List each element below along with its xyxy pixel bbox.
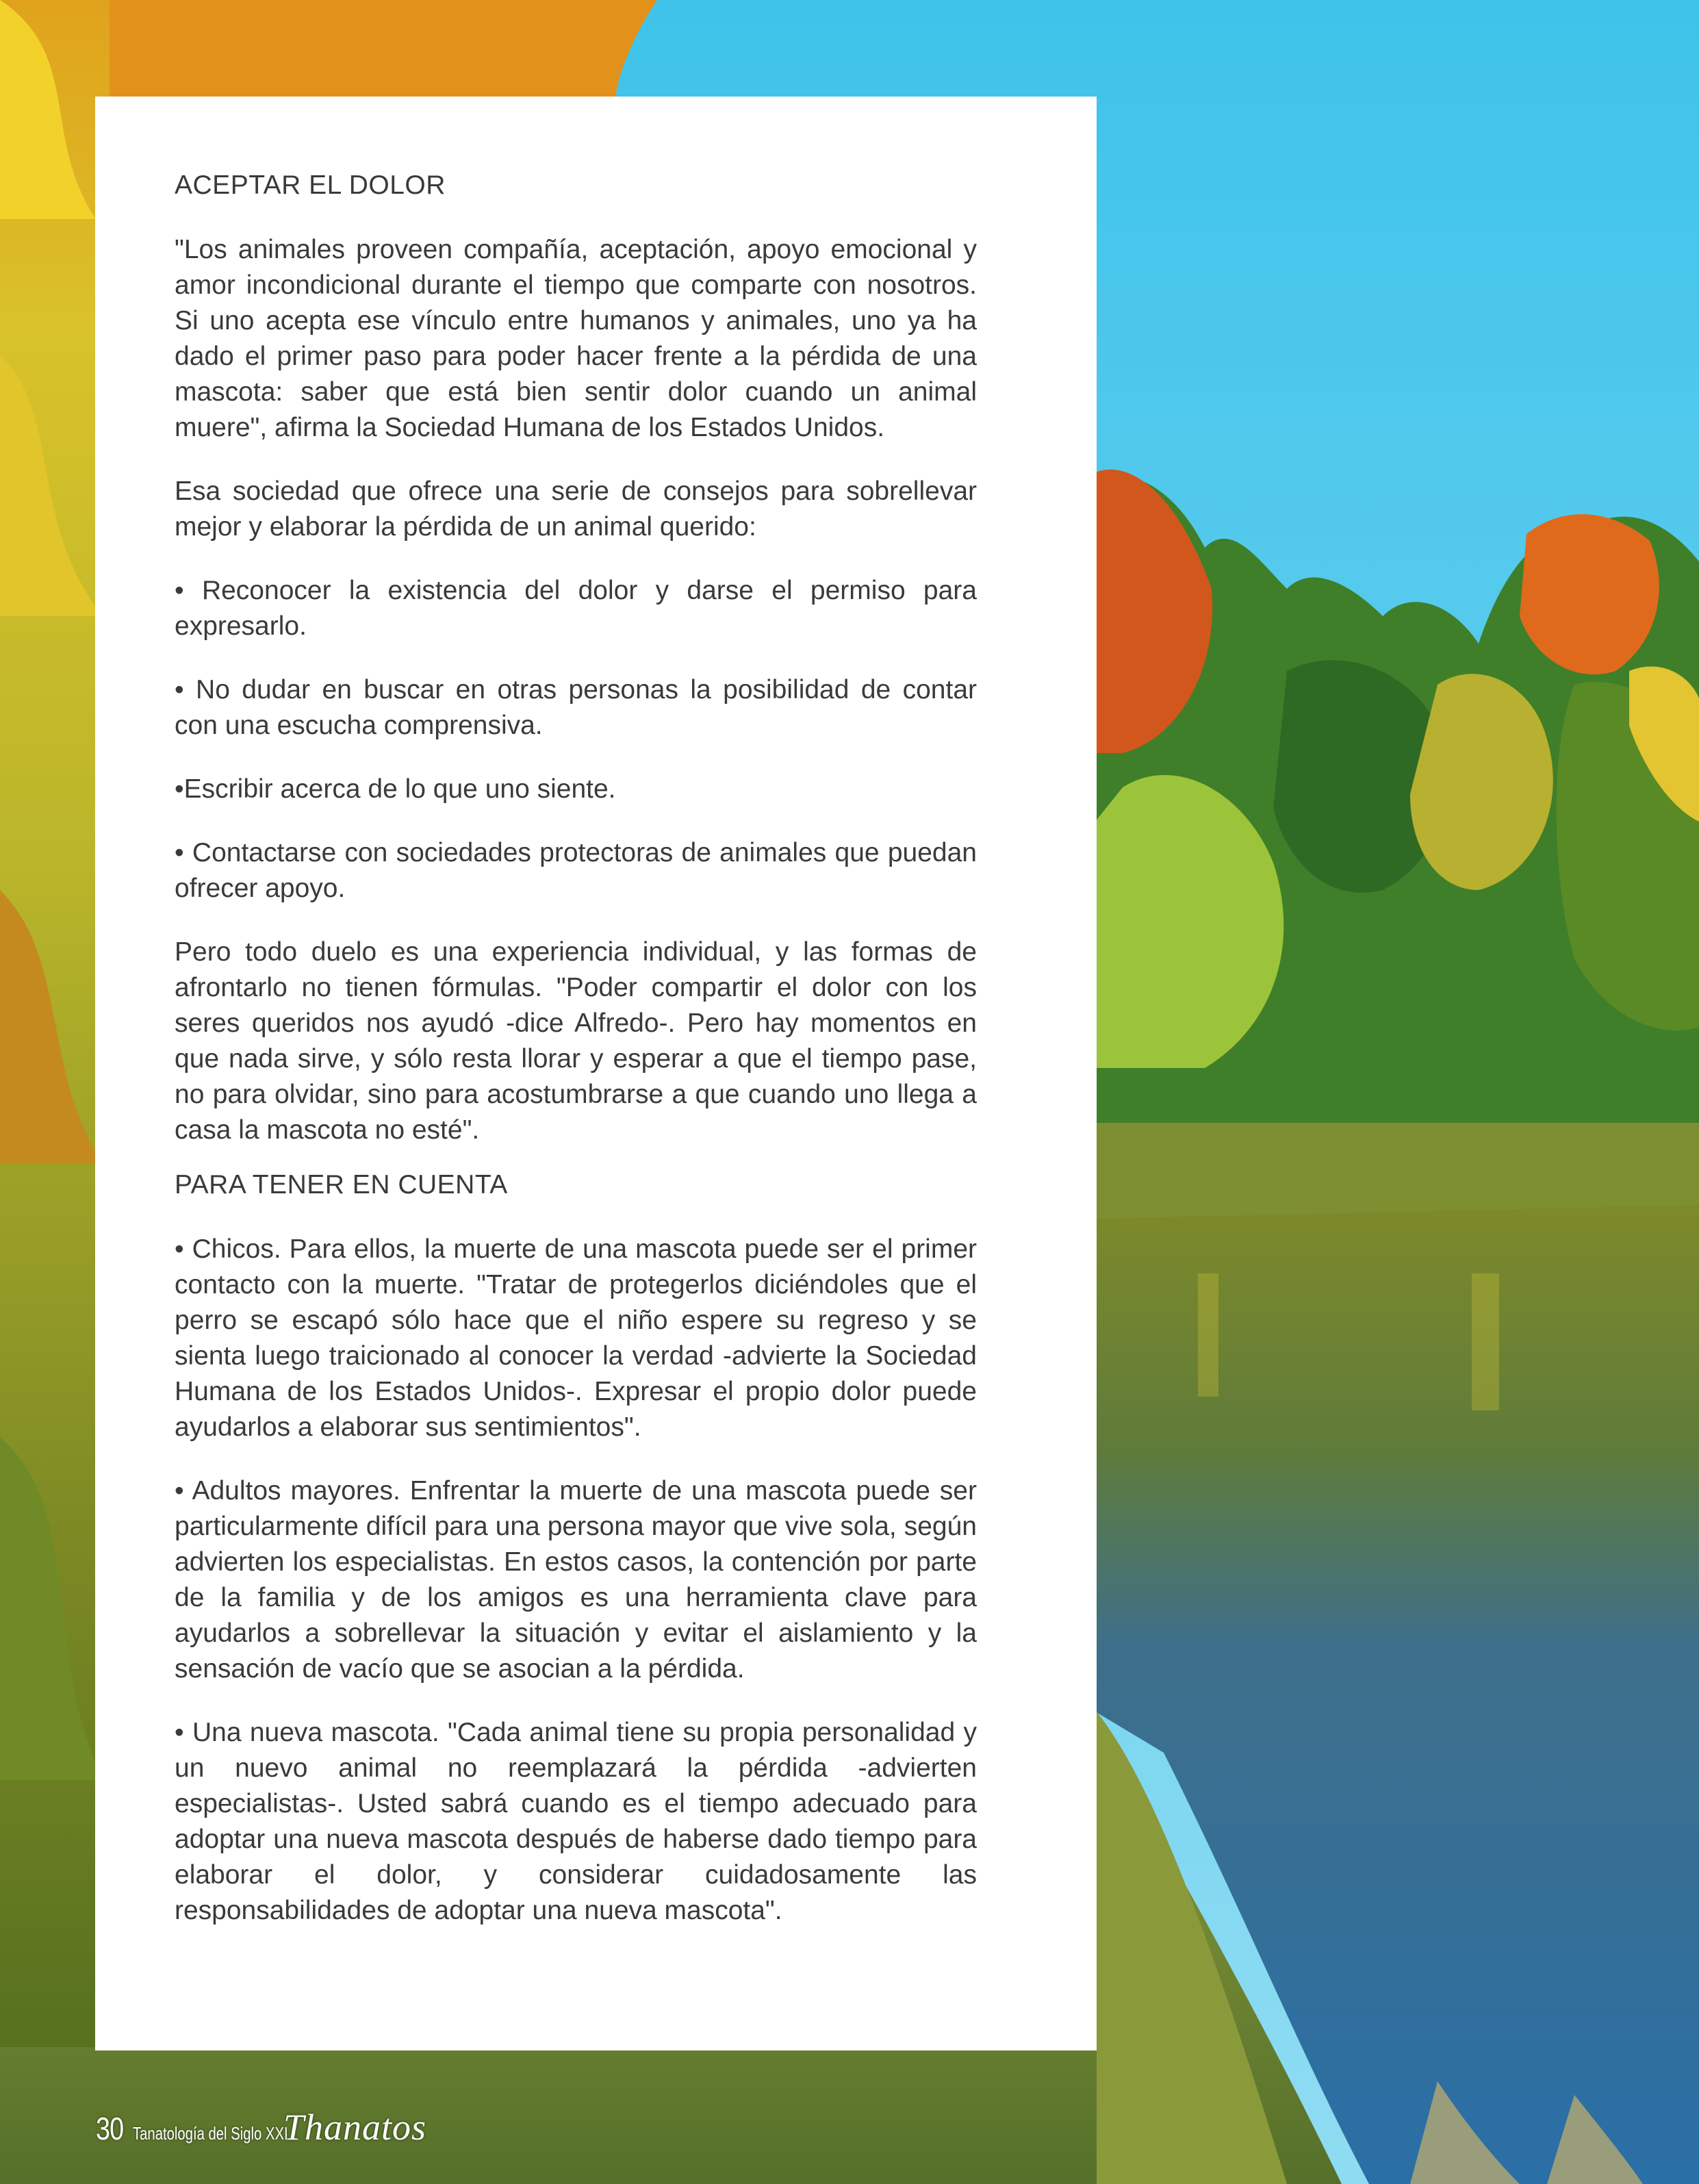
page-footer bbox=[96, 2106, 426, 2147]
page-number: 30 bbox=[96, 2111, 124, 2146]
article-content bbox=[175, 168, 977, 1957]
bullet-item: • Reconocer la existencia del dolor y darse el permiso para expresarlo. bbox=[175, 576, 977, 641]
paragraph: Esa sociedad que ofrece una serie de consejos para sobrellevar mejor y elaborar la pérdida de un animal querido: bbox=[175, 477, 977, 542]
bullet-item: • No dudar en buscar en otras personas la posibilidad de contar con una escucha comprensiva. bbox=[175, 675, 977, 740]
bullet-item: •Escribir acerca de lo que uno siente. bbox=[175, 774, 616, 804]
magazine-subtitle: Tanatología del Siglo XXI bbox=[133, 2123, 288, 2144]
section-heading-aceptar: ACEPTAR EL DOLOR bbox=[175, 170, 446, 200]
article-panel bbox=[95, 97, 1097, 2050]
bullet-item: • Contactarse con sociedades protectoras de animales que puedan ofrecer apoyo. bbox=[175, 838, 977, 903]
bullet-item: • Chicos. Para ellos, la muerte de una mascota puede ser el primer contacto con la muerte. "Tratar de protegerlos diciéndoles que el perro se escapó sólo hace que el niño espere su regreso y se sienta luego traicionado al conocer la verdad -advierte la Sociedad Humana de los Estados Unidos-. Expresar el propio dolor puede ayudarlos a elaborar sus sentimientos". bbox=[175, 1234, 977, 1442]
bullet-item: • Una nueva mascota. "Cada animal tiene su propia personalidad y un nuevo animal no reemplazará la pérdida -advierten especialistas-. Usted sabrá cuando es el tiempo adecuado para adoptar una nueva mascota después de haberse dado tiempo para elaborar el dolor, y considerar cuidadosamente las responsabilidades de adoptar una nueva mascota". bbox=[175, 1718, 977, 1925]
bullet-item: • Adultos mayores. Enfrentar la muerte de una mascota puede ser particularmente difícil para una persona mayor que vive sola, según advierten los especialistas. En estos casos, la contención por parte de la familia y de los amigos es una herramienta clave para ayudarlos a sobrellevar la situación y evitar el aislamiento y la sensación de vacío que se asocian a la pérdida. bbox=[175, 1476, 977, 1684]
paragraph: "Los animales proveen compañía, aceptación, apoyo emocional y amor incondicional durante el tiempo que comparte con nosotros. Si uno acepta ese vínculo entre humanos y animales, uno ya ha dado el primer paso para poder hacer frente a la pérdida de una mascota: saber que está bien sentir dolor cuando un animal muere", afirma la Sociedad Humana de los Estados Unidos. bbox=[175, 235, 977, 442]
magazine-title: Thanatos bbox=[283, 2107, 427, 2148]
paragraph: Pero todo duelo es una experiencia individual, y las formas de afrontarlo no tienen fórmulas. "Poder compartir el dolor con los seres queridos nos ayudó -dice Alfredo-. Pero hay momentos en que nada sirve, y sólo resta llorar y esperar a que el tiempo pase, no para olvidar, sino para acostumbrarse a que cuando uno llega a casa la mascota no esté". bbox=[175, 937, 977, 1145]
section-heading-para-tener: PARA TENER EN CUENTA bbox=[175, 1170, 508, 1199]
